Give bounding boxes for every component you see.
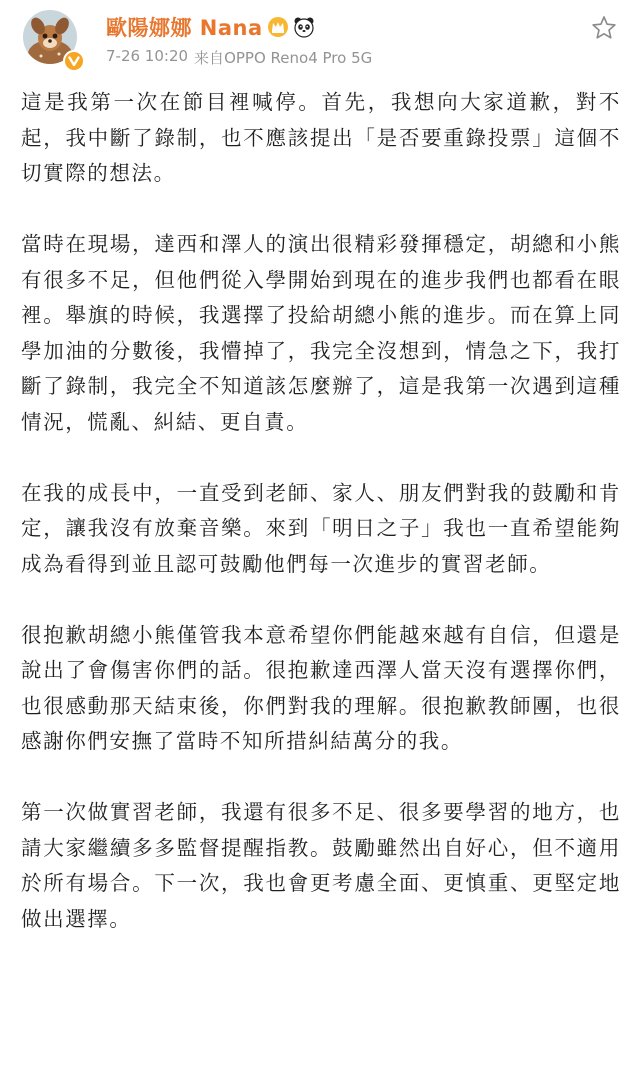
post-paragraph: 在我的成長中，一直受到老師、家人、朋友們對我的鼓勵和肯定，讓我沒有放棄音樂。來到「明日之子」我也一直希望能夠成為看得到並且認可鼓勵他們每一次進步的實習老師。: [21, 480, 621, 576]
panda-icon: [293, 16, 315, 38]
post-source: [194, 47, 372, 68]
verified-v-icon: [63, 50, 85, 72]
post-paragraph: 這是我第一次在節目裡喊停。首先，我想向大家道歉，對不起，我中斷了錄制，也不應該提出「是否要重錄投票」這個不切實際的想法。: [21, 90, 621, 185]
crown-icon: [267, 16, 289, 38]
post-meta: [106, 47, 372, 68]
post-body: [21, 85, 621, 973]
device-name: OPPO Reno4 Pro 5G: [224, 49, 373, 67]
author-name-row: [106, 12, 315, 42]
post-time: 7-26 10:20: [106, 47, 189, 65]
post-paragraph: 很抱歉胡總小熊僅管我本意希望你們能越來越有自信，但還是說出了會傷害你們的話。很抱歉達西澤人當天沒有選擇你們，也很感動那天結束後，你們對我的理解。很抱歉教師團，也很感謝你們安撫了當時不知所措糾結萬分的我。: [21, 622, 621, 753]
star-outline-icon[interactable]: [590, 14, 618, 42]
post-paragraph: 當時在現場，達西和澤人的演出很精彩發揮穩定，胡總和小熊有很多不足，但他們從入學開始到現在的進步我們也都看在眼裡。舉旗的時候，我選擇了投給胡總小熊的進步。而在算上同學加油的分數後，我懵掉了，我完全沒想到，情急之下，我打斷了錄制，我完全不知道該怎麼辦了，這是我第一次遇到這種情況，慌亂、糾結、更自責。: [21, 232, 621, 434]
avatar-container[interactable]: [23, 10, 85, 72]
post-paragraph: 第一次做實習老師，我還有很多不足、很多要學習的地方，也請大家繼續多多監督提醒指教。鼓勵雖然出自好心，但不適用於所有場合。下一次，我也會更考慮全面、更慎重、更堅定地做出選擇。: [21, 800, 621, 931]
source-prefix: 来自: [194, 49, 225, 67]
author-name[interactable]: 歐陽娜娜 Nana: [106, 16, 263, 40]
post-header: [0, 0, 640, 80]
